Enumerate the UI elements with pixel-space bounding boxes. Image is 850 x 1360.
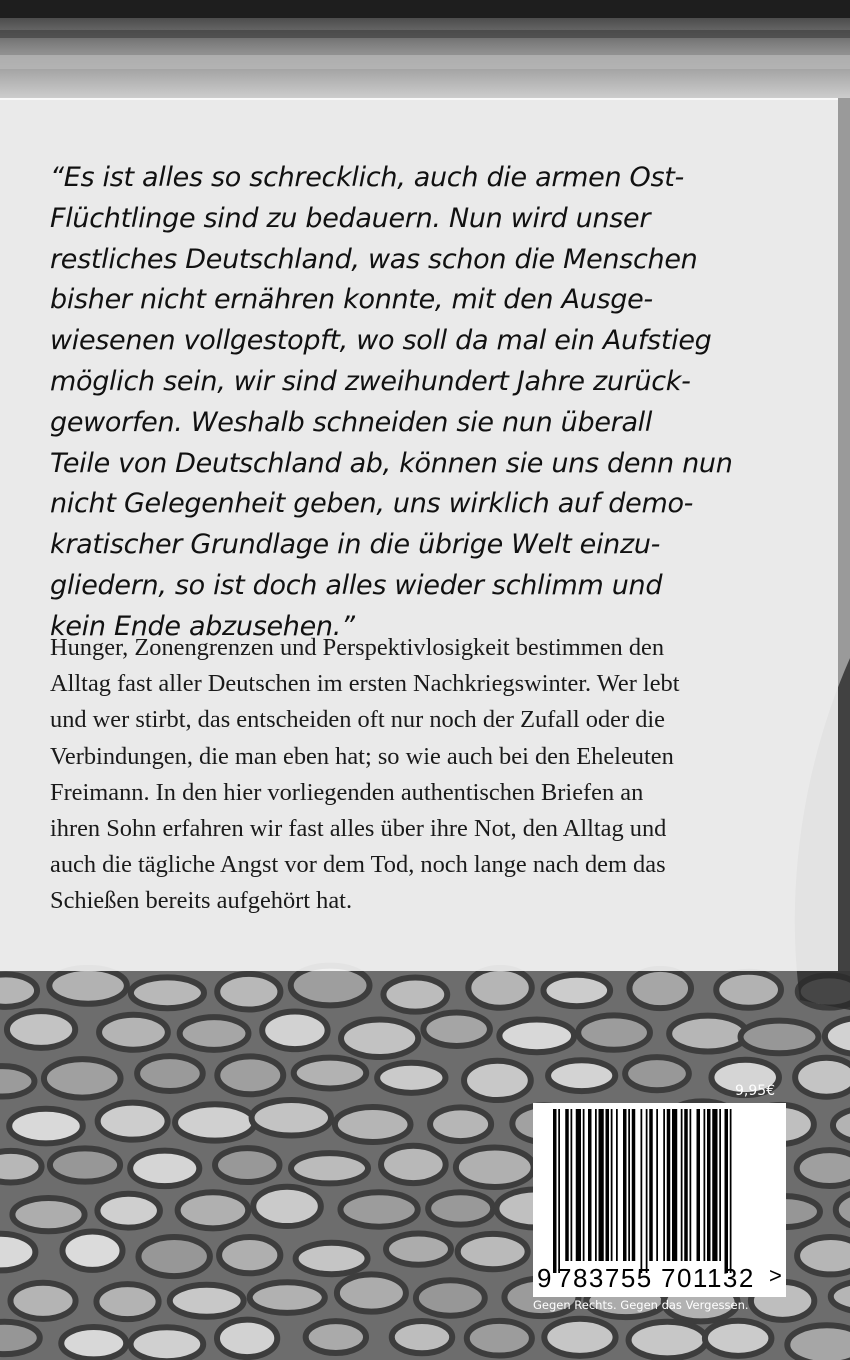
barcode-bar <box>611 1109 613 1261</box>
cobblestone <box>625 1057 689 1090</box>
cobblestone <box>0 1322 40 1354</box>
isbn-first-digit: 9 <box>537 1263 552 1293</box>
cobblestone <box>416 1280 485 1315</box>
cobblestone <box>341 1020 418 1057</box>
cobblestone <box>306 1321 366 1353</box>
cobblestone <box>9 1109 83 1144</box>
isbn-number <box>533 1263 786 1297</box>
barcode-bar <box>558 1109 560 1273</box>
barcode-bar <box>697 1109 701 1261</box>
cobblestone <box>253 1187 321 1226</box>
cobblestone <box>337 1274 406 1311</box>
barcode-bar <box>595 1109 597 1261</box>
barcode-bar <box>725 1109 729 1273</box>
barcode-bar <box>628 1109 630 1261</box>
cobblestone <box>252 1100 331 1136</box>
cobblestone <box>548 1060 615 1091</box>
cobblestone <box>130 1151 199 1187</box>
barcode-bar <box>667 1109 671 1261</box>
quote-line: geworfen. Weshalb schneiden sie nun überall <box>50 406 653 438</box>
description-line: Hunger, Zonengrenzen und Perspektivlosigkeit bestimmen den <box>50 634 665 661</box>
cobblestone <box>10 1283 75 1319</box>
cobblestone <box>797 1237 850 1274</box>
barcode-bar <box>663 1109 665 1261</box>
description-line: Freimann. In den hier vorliegenden authentischen Briefen an <box>50 778 644 806</box>
cobblestone <box>423 1012 489 1046</box>
description-line: Alltag fast aller Deutschen im ersten Nachkriegswinter. Wer lebt <box>50 670 680 698</box>
book-description <box>50 630 830 920</box>
barcode-bar <box>641 1109 643 1273</box>
barcode-bar <box>681 1109 683 1261</box>
cobblestone <box>0 1151 42 1183</box>
cobblestone <box>180 1017 249 1050</box>
cobblestone <box>250 1282 325 1313</box>
cobblestone <box>578 1015 650 1049</box>
cobblestone <box>381 1146 446 1183</box>
cobblestone <box>456 1148 534 1187</box>
cobblestone <box>464 1061 531 1100</box>
barcode-bar <box>588 1109 592 1261</box>
quote-line: restliches Deutschland, was schon die Menschen <box>50 243 698 275</box>
quote-line: gliedern, so ist doch alles wieder schlimm und <box>50 569 663 601</box>
cobblestone <box>7 1011 75 1048</box>
description-line: und wer stirbt, das entscheiden oft nur noch der Zufall oder die <box>50 706 665 734</box>
barcode-bar <box>599 1109 604 1261</box>
cobblestone <box>795 1058 850 1097</box>
cobblestone <box>335 1107 411 1142</box>
cobblestone <box>291 1153 368 1183</box>
barcode-bar <box>712 1109 717 1261</box>
cobblestone <box>0 974 37 1006</box>
barcode-bar <box>649 1109 653 1261</box>
isbn-group-right: 701132 <box>661 1263 755 1293</box>
cobblestone <box>217 974 280 1010</box>
quote-line: “Es ist alles so schrecklich, auch die armen Ost- <box>50 162 684 193</box>
description-line: auch die tägliche Angst vor dem Tod, noch lange nach dem das <box>50 851 666 879</box>
cobblestone <box>62 1231 122 1269</box>
quote-line: nicht Gelegenheit geben, uns wirklich auf demo- <box>50 488 694 520</box>
cobblestone <box>217 1320 277 1357</box>
cobblestone <box>797 1150 850 1186</box>
slogan: Gegen Rechts. Gegen das Vergessen. <box>533 1298 749 1312</box>
cobblestone <box>0 1066 34 1096</box>
cobblestone <box>377 1063 445 1093</box>
isbn-barcode <box>533 1103 786 1297</box>
barcode-bar <box>576 1109 581 1261</box>
cobblestone <box>61 1327 126 1359</box>
isbn-end-mark: > <box>769 1263 782 1288</box>
cobblestone <box>219 1237 280 1273</box>
barcode-bar <box>616 1109 618 1261</box>
cobblestone <box>217 1056 283 1094</box>
barcode-bar <box>730 1109 732 1273</box>
isbn-group-left: 783755 <box>557 1263 653 1293</box>
cobblestone <box>0 1234 35 1271</box>
barcode-bar <box>684 1109 688 1261</box>
quote-line: bisher nicht ernähren konnte, mit den Ausge- <box>50 284 653 316</box>
barcode-bar <box>623 1109 627 1261</box>
cobblestone <box>98 1103 168 1140</box>
quote-line: wiesenen vollgestopft, wo soll da mal ein Aufstieg <box>50 325 712 357</box>
barcode-bar <box>704 1109 706 1261</box>
handwritten-quote <box>50 158 810 648</box>
cobblestone <box>468 968 531 1008</box>
cobblestone <box>97 1194 159 1228</box>
barcode-bar <box>719 1109 721 1261</box>
description-line: Schießen bereits aufgehört hat. <box>50 887 353 915</box>
cobblestone <box>467 1321 532 1356</box>
quote-line: kratischer Grundlage in die übrige Welt einzu- <box>50 529 661 561</box>
cobblestone <box>215 1148 279 1182</box>
cobblestone <box>294 1058 366 1089</box>
cobblestone <box>669 1016 746 1052</box>
barcode-bar <box>571 1109 573 1261</box>
cobblestone <box>458 1234 528 1269</box>
barcode-bar <box>646 1109 648 1273</box>
barcode-bar <box>707 1109 711 1261</box>
cobblestone <box>787 1325 850 1360</box>
barcode-bar <box>690 1109 692 1261</box>
barcode-bar <box>553 1109 557 1273</box>
cobblestone <box>705 1321 772 1356</box>
quote-line: möglich sein, wir sind zweihundert Jahre zurück- <box>50 365 691 397</box>
quote-line: Flüchtlinge sind zu bedauern. Nun wird unser <box>50 202 651 234</box>
cobblestone <box>430 1107 491 1141</box>
cobblestone <box>629 1322 707 1359</box>
price-label: 9,95€ <box>735 1083 776 1099</box>
cobblestone <box>543 975 610 1007</box>
cobblestone <box>499 1020 574 1053</box>
cobblestone <box>386 1234 451 1265</box>
quote-line: Teile von Deutschland ab, können sie uns denn nun <box>50 447 733 479</box>
cobblestone <box>296 1243 368 1274</box>
cobblestone <box>428 1192 493 1224</box>
barcode-bar <box>656 1109 658 1261</box>
barcode-bar <box>606 1109 610 1261</box>
cobblestone <box>138 1237 209 1276</box>
barcode-bar <box>632 1109 636 1261</box>
cobblestone <box>178 1192 249 1228</box>
cobblestone <box>99 1015 168 1050</box>
barcode-bar <box>672 1109 677 1261</box>
quote-line: kein Ende abzusehen.” <box>50 610 355 642</box>
barcode-bar <box>565 1109 569 1261</box>
cobblestone <box>392 1321 452 1353</box>
cobblestone <box>131 977 204 1008</box>
cobblestone <box>137 1056 203 1091</box>
cobblestone <box>629 969 691 1008</box>
cobblestone <box>44 1059 121 1097</box>
cobblestone <box>340 1192 417 1226</box>
cobblestone <box>49 968 127 1004</box>
cobblestone <box>291 966 370 1006</box>
cobblestone <box>170 1285 244 1317</box>
cobblestone <box>741 1021 819 1054</box>
cobblestone <box>175 1104 255 1140</box>
description-line: Verbindungen, die man eben hat; so wie auch bei den Eheleuten <box>50 742 674 770</box>
barcode-bar <box>583 1109 585 1261</box>
cobblestone <box>262 1011 327 1049</box>
cobblestone <box>96 1284 158 1319</box>
cobblestone <box>131 1327 204 1360</box>
cobblestone <box>544 1319 615 1356</box>
cobblestone <box>383 977 447 1011</box>
description-line: ihren Sohn erfahren wir fast alles über ihre Not, den Alltag und <box>50 815 667 843</box>
cobblestone <box>716 972 781 1008</box>
cobblestone <box>12 1198 84 1231</box>
cobblestone <box>50 1148 120 1181</box>
